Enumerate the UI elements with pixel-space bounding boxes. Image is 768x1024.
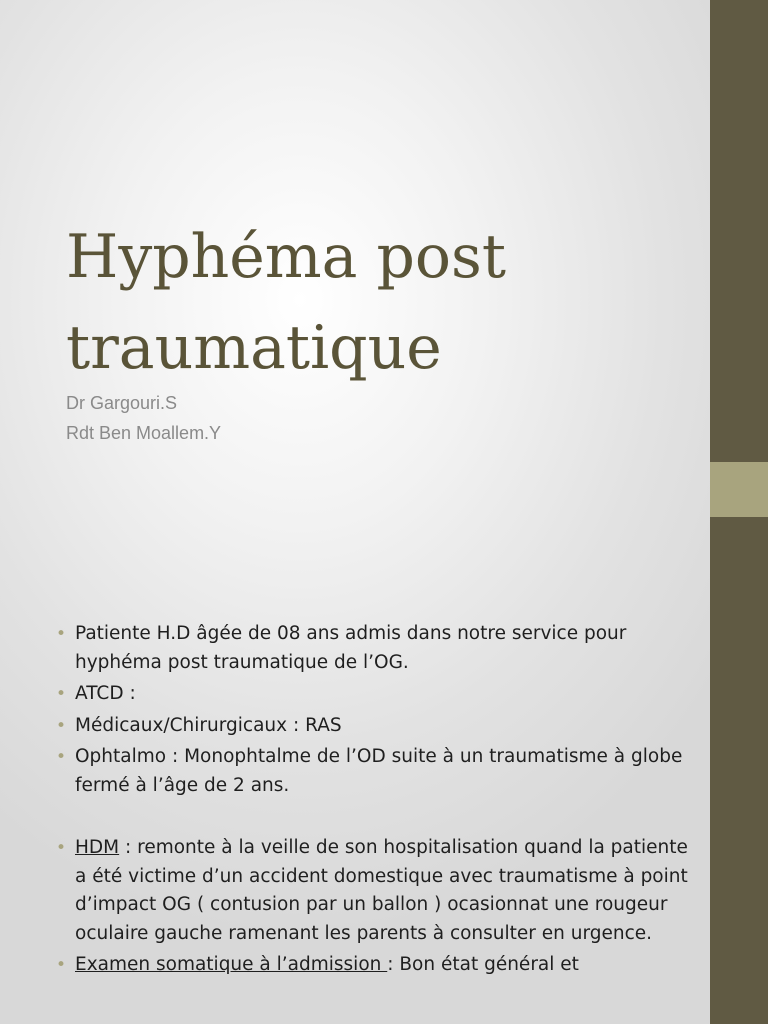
bullet-item xyxy=(56,620,696,677)
bullet-dot-icon: • xyxy=(56,684,67,704)
bullet-text: ATCD : xyxy=(75,683,136,704)
bullet-text: Patiente H.D âgée de 08 ans admis dans notre service pour hyphéma post traumatique de l’OG. xyxy=(75,623,627,673)
bullet-label-examen: Examen somatique à l’admission xyxy=(75,954,388,975)
bullet-dot-icon: • xyxy=(56,624,67,644)
bullet-item xyxy=(56,951,696,980)
bullet-list xyxy=(56,620,696,983)
bullet-dot-icon: • xyxy=(56,838,67,858)
bullet-item xyxy=(56,834,696,948)
bullet-text: Médicaux/Chirurgicaux : RAS xyxy=(75,714,342,736)
author-line-2: Rdt Ben Moallem.Y xyxy=(66,423,222,443)
bullet-item xyxy=(56,680,696,709)
bullet-item xyxy=(56,712,696,741)
author-line-1: Dr Gargouri.S xyxy=(66,393,178,413)
bullet-item xyxy=(56,743,696,800)
bullet-text: Ophtalmo : Monophtalme de l’OD suite à un traumatisme à globe fermé à l’âge de 2 ans. xyxy=(75,746,683,796)
slide-title: Hyphéma post traumatique xyxy=(66,222,506,383)
bullet-dot-icon: • xyxy=(56,955,67,975)
slide-subtitle xyxy=(66,388,666,448)
sidebar-accent-block xyxy=(710,462,768,517)
bullet-label-hdm: HDM xyxy=(75,837,120,858)
bullet-text: : remonte à la veille de son hospitalisation quand la patiente a été victime d’un accident domestique avec traumatisme à point d’impact OG ( contusion par un ballon ) ocasionnat une rougeur oculaire gauche ramenant les parents à consulter en urgence. xyxy=(75,837,688,944)
bullet-dot-icon: • xyxy=(56,715,67,736)
bullet-text: : Bon état général et xyxy=(387,954,579,975)
bullet-dot-icon: • xyxy=(56,747,67,767)
